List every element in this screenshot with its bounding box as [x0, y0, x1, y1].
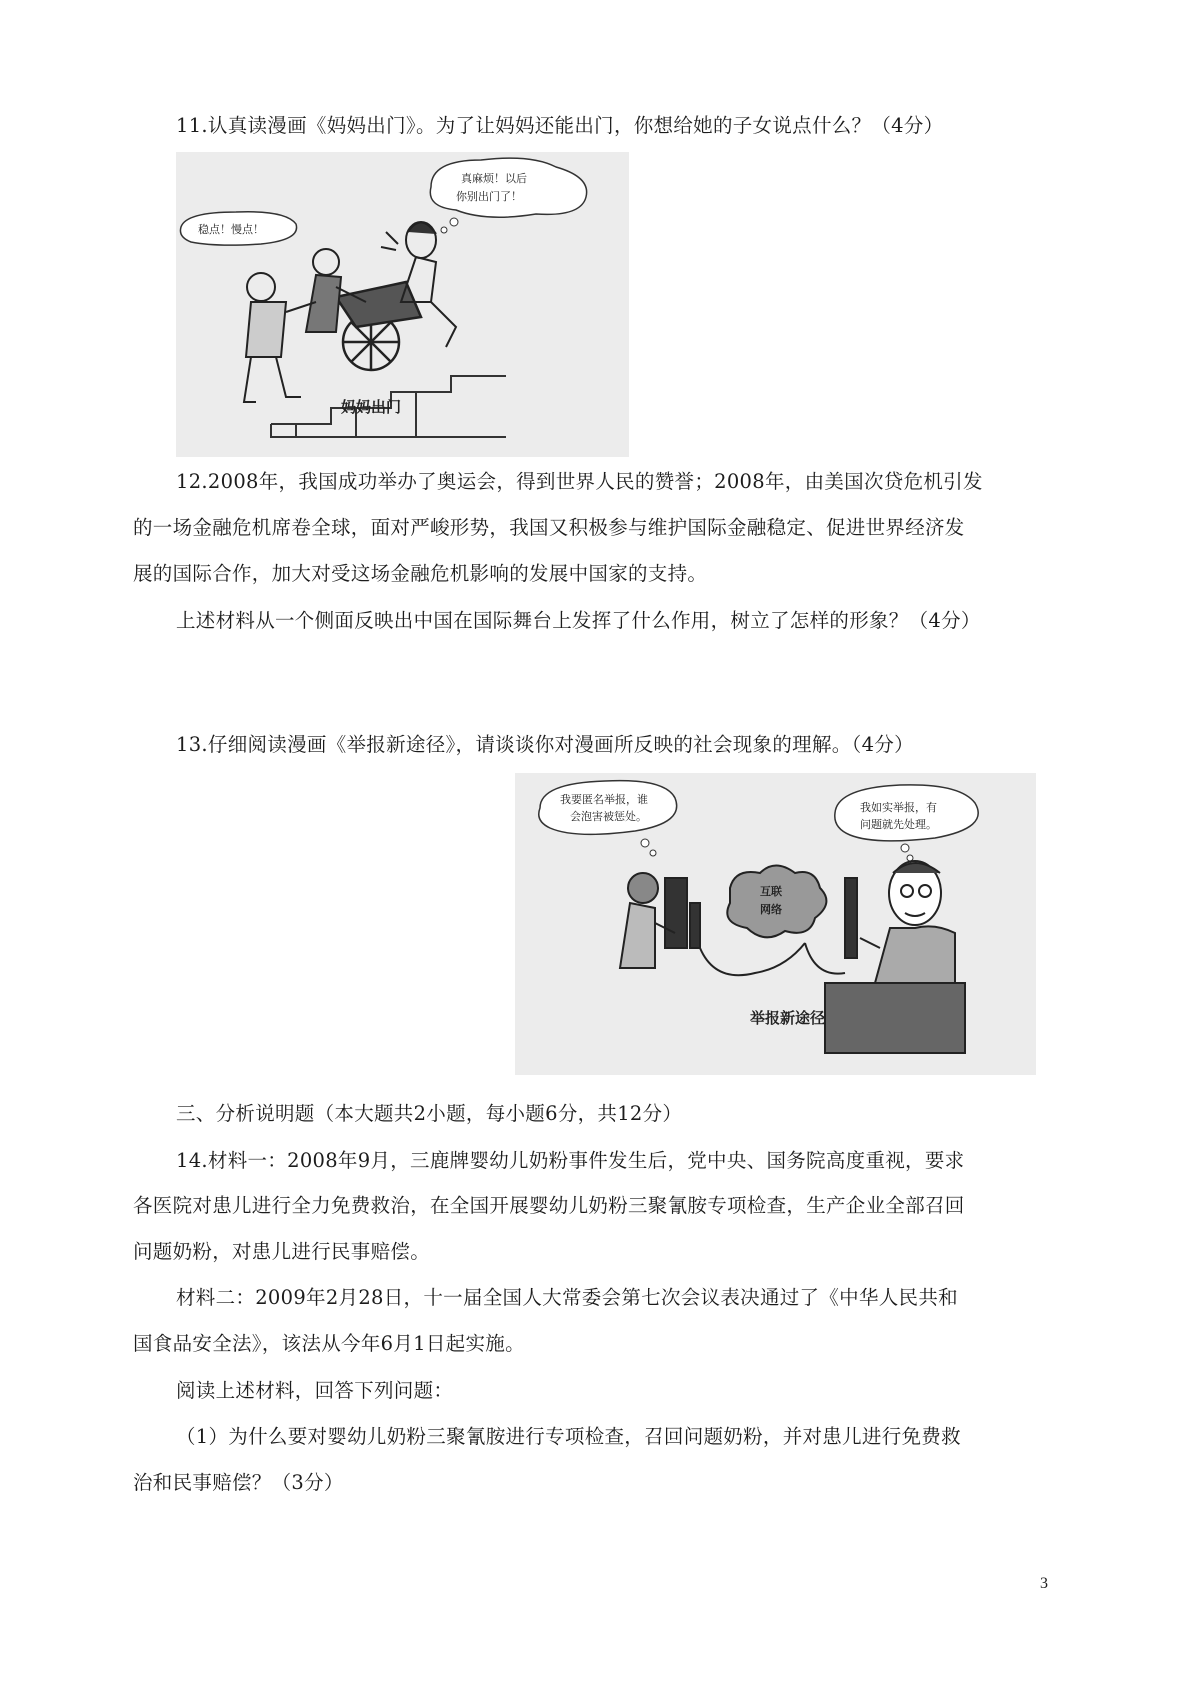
comic2-bubble-right-line2: 问题就先处理。: [860, 818, 937, 831]
question-14-line-6: 阅读上述材料，回答下列问题：: [176, 1379, 454, 1402]
question-13-text: 13.仔细阅读漫画《举报新途径》，请谈谈你对漫画所反映的社会现象的理解。（4分）: [176, 733, 914, 756]
question-12-line-2: 的一场金融危机席卷全球，面对严峻形势，我国又积极参与维护国际金融稳定、促进世界经济发: [133, 516, 965, 539]
comic2-bubble-left-line1: 我要匿名举报，谁: [560, 793, 648, 806]
question-12-line-1: 12.2008年，我国成功举办了奥运会，得到世界人民的赞誉；2008年，由美国次贷危机引发: [176, 470, 983, 493]
question-11-text: 11.认真读漫画《妈妈出门》。为了让妈妈还能出门，你想给她的子女说点什么？（4分）: [176, 114, 944, 137]
comic2-cloud-line1: 互联: [760, 885, 782, 898]
question-14-line-1: 14.材料一：2008年9月，三鹿牌婴幼儿奶粉事件发生后，党中央、国务院高度重视，要求: [176, 1149, 965, 1172]
comic-mother-goes-out: [176, 152, 629, 457]
comic2-bubble-right-line1: 我如实举报，有: [860, 801, 937, 814]
comic1-bubble-right-line2: 你别出门了！: [456, 190, 522, 203]
question-14-line-5: 国食品安全法》，该法从今年6月1日起实施。: [133, 1332, 525, 1355]
comic1-bubble-right-line1: 真麻烦！以后: [461, 172, 527, 185]
question-14-line-4: 材料二：2009年2月28日，十一届全国人大常委会第七次会议表决通过了《中华人民共和: [176, 1286, 958, 1309]
comic-new-reporting-channel: [515, 773, 1036, 1075]
section-3-heading: 三、分析说明题（本大题共2小题，每小题6分，共12分）: [176, 1102, 683, 1125]
comic2-caption: 举报新途径: [750, 1009, 826, 1027]
comic1-bubble-left: 稳点！慢点！: [198, 223, 264, 236]
comic1-caption: 妈妈出门: [341, 398, 402, 416]
page-number: 3: [1040, 1575, 1048, 1592]
comic2-cloud-line2: 网络: [760, 903, 782, 916]
question-14-line-8: 治和民事赔偿？（3分）: [133, 1471, 344, 1494]
comic2-bubble-left-line2: 会泡害被惩处。: [570, 810, 647, 823]
question-12-line-3: 展的国际合作，加大对受这场金融危机影响的发展中国家的支持。: [133, 562, 708, 585]
question-14-line-3: 问题奶粉，对患儿进行民事赔偿。: [133, 1240, 431, 1263]
question-14-line-2: 各医院对患儿进行全力免费救治，在全国开展婴幼儿奶粉三聚氰胺专项检查，生产企业全部召回: [133, 1194, 965, 1217]
question-14-line-7: （1）为什么要对婴幼儿奶粉三聚氰胺进行专项检查，召回问题奶粉，并对患儿进行免费救: [176, 1425, 961, 1448]
question-12-line-4: 上述材料从一个侧面反映出中国在国际舞台上发挥了什么作用，树立了怎样的形象？（4分）: [176, 609, 981, 632]
